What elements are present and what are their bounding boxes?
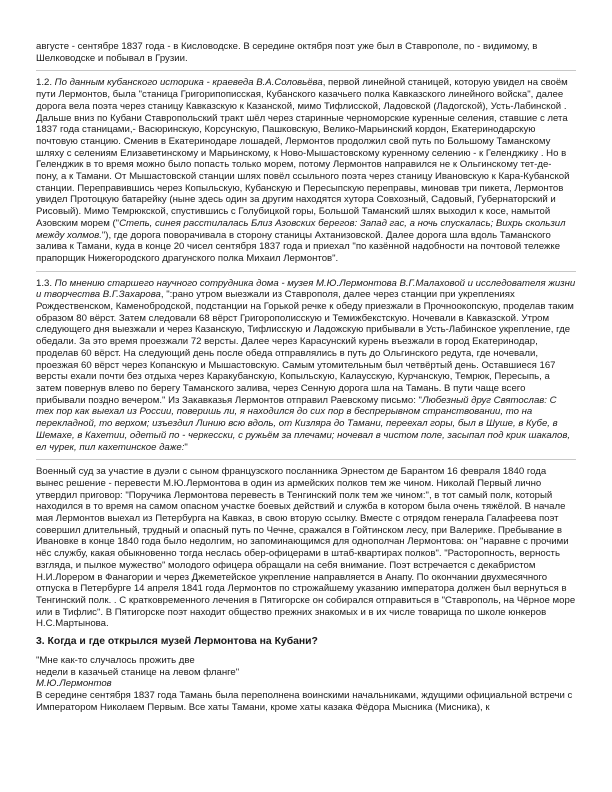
section-heading: 3. Когда и где открылся музей Лермонтова на Кубани?	[36, 636, 318, 648]
section-body: В середине сентября 1837 года Тамань была переполнена воинскими начальниками, ждущими официальной встречи с Императором Николаем Первым. Все хаты Тамани, кроме хаты казака Фёдора Мысника (Мисника), к	[36, 690, 573, 713]
text-run: "	[184, 441, 188, 453]
text-run: августе - сентябре 1837 года - в Кисловодске. В середине октября поэт уже был в Ставрополе, по - видимому, в Шелководске и побывал в Грузии.	[36, 41, 538, 64]
italic-text: Любезный друг Святослав: С тех пор как выехал из России, поверишь ли, я находился до сих пор в беспрерывном странствовании, то на перекладной, то верхом; изъездил Линию всю вдоль, от Кизляра до Тамани, переехал горы, был в Шуше, в Кубе, в Шемахе, в Кахетии, одетый по - черкесски, с ружьём за плечами; ночевал в чистом поле, засыпал под крик шакалов, ел чурек, пил кахетинское даже:	[36, 394, 571, 453]
epigraph-line: недели в казачьей станице на левом фланге"	[36, 666, 240, 678]
paragraph	[36, 77, 576, 264]
text-run: Военный суд за участие в дуэли с сыном французского посланника Эрнестом де Барантом 16 февраля 1840 года вынес решение - перевести М.Ю.Лермонтова в один из армейских полков тем же чином. Николай Первый лично утвердил приговор: "Поручика Лермонтова перевесть в Тенгинский полк тем же чином:", в тот самый полк, который находился в то время на самом опасном участке боевых действий и служба в котором была очень тяжёлой. В начале мая Лермонтов выехал из Петербурга на Кавказ, в свою вторую ссылку. Вместе с отрядом генерала Галафеева поэт совершил длительный, трудный и опасный путь по Чечне, сражался в Гойтинском лесу, при Валерике. Пребывание в Ивановке в конце 1840 года было недолгим, но запоминающимся для однополчан Лермонтова: он "наравне с прочими нёс службу, какая обыкновенно тогда неслась обер-офицерами в штаб-квартирах полков". "Расторопность, верность взгляда, и пылкое мужество" молодого офицера обращали на себя внимание. Поэт встречается с декабристом Н.И.Лорером в Фанагории и через Джеметейское укрепление направляется в Анапу. По окончании двухмесячного отпуска в Петербурге 14 апреля 1841 года Лермонтов по строжайшему указанию императора должен был вернуться в Тенгинский полк. . С кратковременного лечения в Пятигорске он собирался отправиться в "Ставрополь, на Чёрное море или в Тифлис". В Пятигорске поэт находит общество прежних знакомых и в их числе товарища по школе юнкеров Н.С.Мартынова.	[36, 466, 576, 630]
text-run: "), где дорога поворачивала в сторону станицы Ахтанизовской. Далее дорога шла вдоль Таманского залива к Тамани, куда в конце 20 чисел сентября 1837 года и приехал "по казённой надобности на почтовой тележке прапорщик Нижегородского драгунского полка Михаил Лермонтов".	[36, 229, 561, 264]
paragraph	[36, 41, 576, 64]
text-run: 1.2.	[36, 77, 55, 89]
paragraph-divider	[36, 459, 576, 460]
text-run: , ":рано утром выезжали из Ставрополя, далее через станции при укреплениях Рождественском, Каменобродской, подстанции на Горькой речке к обеду приезжали в Прочноокопскую, проделав таким образом 80 вёрст. Затем следовали 68 вёрст Григорополисскую и Темижбекстскую. Ночевали в Кавказской. Утром следующего дня выезжали и через Казанскую, Тифлисскую и Ладожскую прибывали в Усть-Лабинское укрепление, где обедали. За это время проезжали 72 версты. Далее через Карасунский курень въезжали в город Екатеринодар, проделав 60 вёрст. На следующий день после обеда отправлялись в путь до Ольгинского редута, где ночевали, проезжая 60 вёрст через Копанскую и Мышастовскую. Самым утомительным был четвёртый день. Оставшиеся 167 версты ехали почти без отдыха через Каракубанскую, Копыльскую, Калаусскую, Курчанскую, Темрюк, Пересыпь, а затем повернув влево по берегу Таманского залива, через Сенную дорога шла на Тамань. В пути чаще всего прибывали поздно вечером." Из Закавказья Лермонтов отправил Раевскому письмо: "	[36, 289, 574, 406]
epigraph-author: М.Ю.Лермонтов	[36, 678, 112, 690]
text-run: , первой линейной станицей, которую увидел на своём пути Лермонтов, была "станица Григорипописская, Кубанского казачьего полка Кавказского линейного войска", далее дорога вела поэта через станицу Кавказскую к Казанской, мимо Тифлисской, Ладовской (Ладогской), Усть-Лабинской . Дальше вниз по Кубани Ставропольский тракт шёл через старинные черноморские куренные селения, ставшие с лета 1837 года станицами,- Васюринскую, Корсунскую, Пашковскую, Велико-Марьинский кордон, Екатеринодарскую почтовую станцию. Сменив в Екатеринодаре лошадей, Лермонтов продолжил свой путь по Большому Таманскому шляху с селениям Елизаветинскому и Марьинскому, к Ново-Мышастовскому куренному селению - к Геленджику . Но в Геленджик в то время можно было попасть только морем, потому Лермонтов направился не к Ольгинскому тет-де- пону, а к Тамани. От Мышастовской станции шлях повёл ссыльного поэта через станицу Ивановскую к Кара-Кубанской станции. Переправившись через Копыльскую, Кубанскую и Пересыпскую переправы, миновав три пикета, Лермонтов увидел Протоцкую батарейку (ныне здесь один за другим находятся хутора Совхозный, Садовый, Губернаторский и Рисовый). Мимо Темрюкской, спустившись с Голубицкой горы, Большой Таманский шлях выходил к косе, намытой Азовским морем ("	[36, 77, 570, 229]
paragraph-divider	[36, 271, 576, 272]
italic-text: По данным кубанского историка - краеведа В.А.Соловьёва	[54, 77, 323, 89]
italic-text: По мнению старшего научного сотрудника дома - музея М.Ю.Лермонтова В.Г.Малаховой и исследователя жизни и творчества В.Г.Захарова	[36, 277, 576, 301]
paragraph-divider	[36, 70, 576, 71]
epigraph-line: "Мне как-то случалось прожить две	[36, 655, 195, 667]
paragraph	[36, 466, 576, 630]
text-run: 1.3.	[36, 277, 55, 289]
italic-text: Степь, синея расстилалась Близ Азовских берегов: Запад гас, а ночь спускалась; Вихрь скользил между холмов.	[36, 217, 566, 241]
epigraph	[36, 655, 576, 690]
paragraph	[36, 278, 576, 454]
